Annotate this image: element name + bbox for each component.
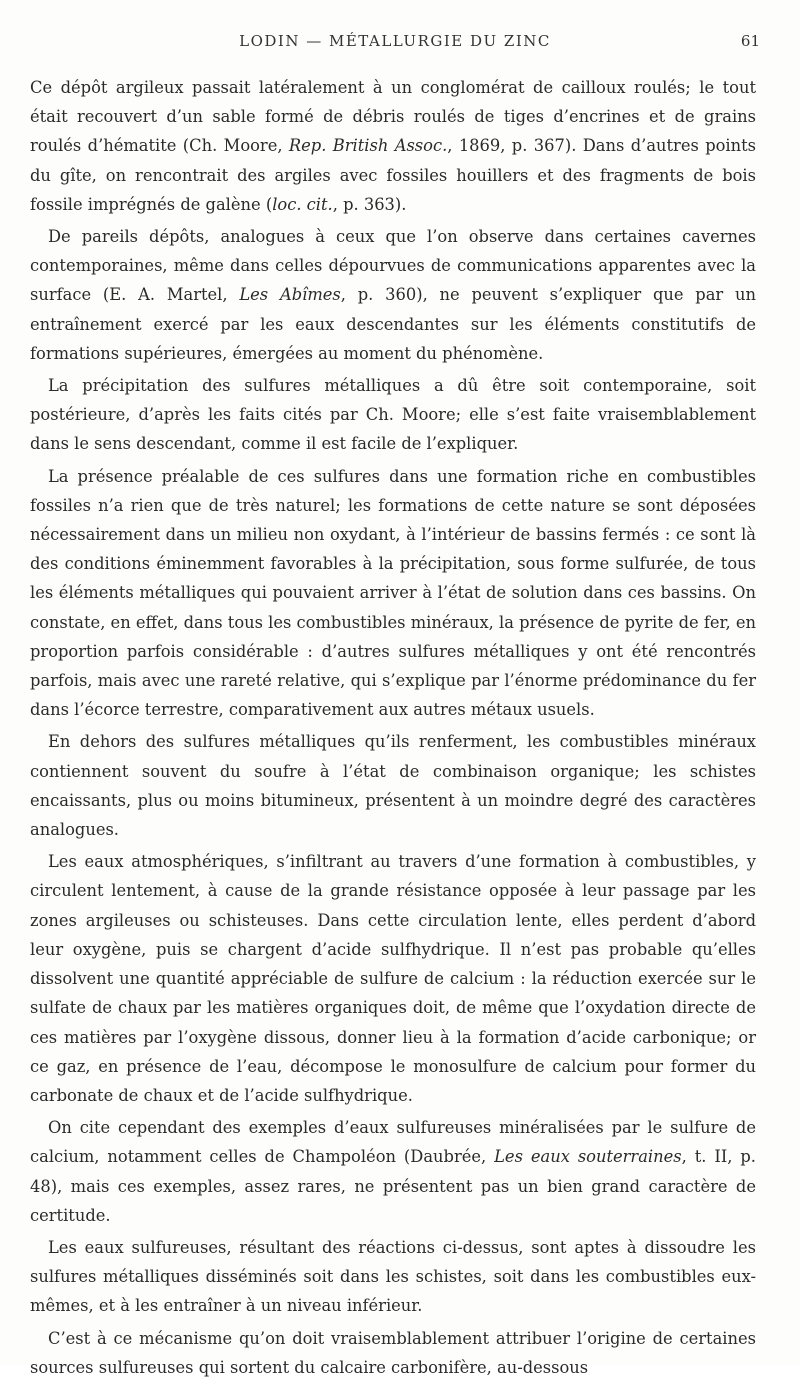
text-run: Ce dépôt argileux passait latéralement à un conglomérat de cailloux roulés; le tout était recouvert d’un sable formé de débris roulés de tiges d’encrines et de grains roulés d’hématite (Ch. Moore, bbox=[30, 78, 756, 156]
running-title: LODIN — MÉTALLURGIE DU ZINC bbox=[239, 32, 551, 50]
citation-title: Rep. British Assoc. bbox=[288, 136, 448, 156]
text-run: De pareils dépôts, analogues à ceux que l’on observe dans certaines cavernes contemporaines, même dans celles dépourvues de communications apparentes avec la surface (E. A. Martel, bbox=[30, 227, 756, 305]
text-run: , p. 363). bbox=[332, 194, 407, 214]
paragraph bbox=[30, 1113, 756, 1230]
text-run: , 1869, p. 367). Dans d’autres points du gîte, on rencontrait des argiles avec fossiles houillers et des fragments de bois fossile imprégnés de galène ( bbox=[30, 136, 757, 214]
text-run: On cite cependant des exemples d’eaux sulfureuses minéralisées par le sulfure de calcium, notamment celles de Champoléon (Daubrée, bbox=[30, 1118, 756, 1167]
text-run: , t. II, p. 48), mais ces exemples, assez rares, ne présentent pas un bien grand caractère de certitude. bbox=[30, 1147, 756, 1225]
paragraph bbox=[30, 73, 756, 219]
paragraph: C’est à ce mécanisme qu’on doit vraisemblablement attribuer l’origine de certaines sources sulfureuses qui sortent du calcaire carbonifère, au-dessous bbox=[30, 1328, 756, 1377]
paragraph: Les eaux atmosphériques, s’infiltrant au travers d’une formation à combustibles, y circulent lentement, à cause de la grande résistance opposée à leur passage par les zones argileuses ou schisteuses. Dans cette circulation lente, elles perdent d’abord leur oxygène, puis se chargent d’acide sulfhydrique. Il n’est pas probable qu’elles dissolvent une quantité appréciable de sulfure de calcium : la réduction exercée sur le sulfate de chaux par les matières organiques doit, de même que l’oxydation directe de ces matières par l’oxygène dissous, donner lieu à la formation d’acide carbonique; or ce gaz, en présence de l’eau, décompose le monosulfure de calcium pour former du carbonate de chaux et de l’acide sulfhydrique. bbox=[30, 852, 756, 1105]
body-text bbox=[30, 73, 756, 1382]
citation-title: Les eaux souterraines bbox=[494, 1147, 682, 1167]
text-run: , p. 360), ne peuvent s’expliquer que par un entraînement exercé par les eaux descendantes sur les éléments constitutifs de formations supérieures, émergées au moment du phénomène. bbox=[30, 285, 756, 363]
citation-abbrev: loc. cit. bbox=[272, 194, 333, 214]
citation-title: Les Abîmes bbox=[239, 285, 341, 305]
paragraph: En dehors des sulfures métalliques qu’ils renferment, les combustibles minéraux contiennent souvent du soufre à l’état de combinaison organique; les schistes encaissants, plus ou moins bitumineux, présentent à un moindre degré des caractères analogues. bbox=[30, 732, 756, 840]
paragraph: La précipitation des sulfures métalliques a dû être soit contemporaine, soit postérieure, d’après les faits cités par Ch. Moore; elle s’est faite vraisemblablement dans le sens descendant, comme il est facile de l’expliquer. bbox=[30, 376, 756, 454]
running-header bbox=[30, 32, 760, 62]
paragraph bbox=[30, 222, 756, 368]
page-number: 61 bbox=[740, 32, 760, 50]
paragraph: Les eaux sulfureuses, résultant des réactions ci-dessus, sont aptes à dissoudre les sulfures métalliques disséminés soit dans les schistes, soit dans les combustibles eux-mêmes, et à les entraîner à un niveau inférieur. bbox=[30, 1237, 756, 1316]
paragraph: La présence préalable de ces sulfures dans une formation riche en combustibles fossiles n’a rien que de très naturel; les formations de cette nature se sont déposées nécessairement dans un milieu non oxydant, à l’intérieur de bassins fermés : ce sont là des conditions éminemment favorables à la précipitation, sous forme sulfurée, de tous les éléments métalliques qui pouvaient arriver à l’état de solution dans ces bassins. On constate, en effet, dans tous les combustibles minéraux, la présence de pyrite de fer, en proportion parfois considérable : d’autres sulfures métalliques y ont été rencontrés parfois, mais avec une rareté relative, qui s’explique par l’énorme prédominance du fer dans l’écorce terrestre, comparativement aux autres métaux usuels. bbox=[30, 466, 756, 720]
